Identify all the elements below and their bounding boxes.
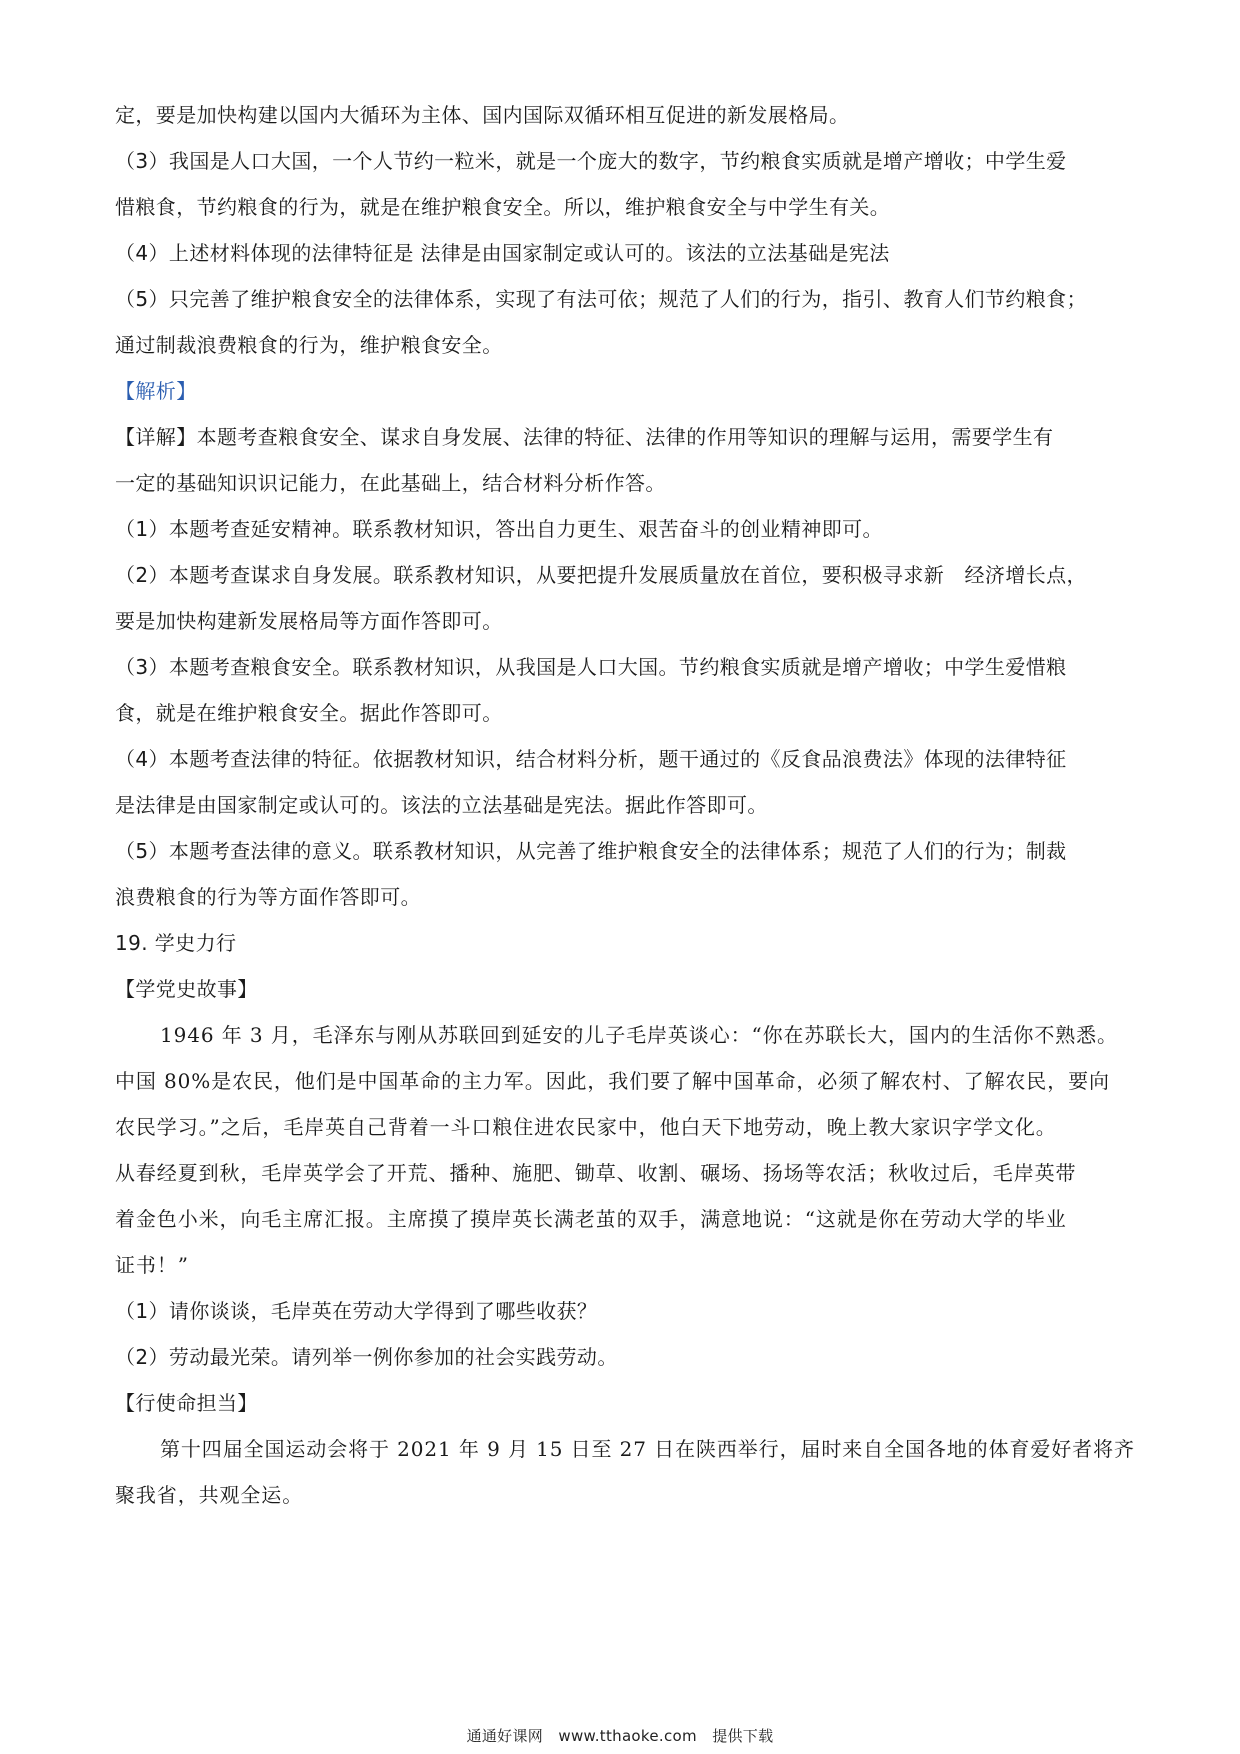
story-line-5: 着金色小米，向毛主席汇报。主席摸了摸岸英长满老茧的双手，满意地说：“这就是你在劳动大学的毕业 bbox=[115, 1207, 1067, 1231]
detail-item-3-line-2: 食，就是在维护粮食安全。据此作答即可。 bbox=[115, 701, 503, 725]
story-line-2: 中国 80%是农民，他们是中国革命的主力军。因此，我们要了解中国革命，必须了解农村、了解农民，要向 bbox=[115, 1069, 1110, 1093]
question-19-1: （1）请你谈谈，毛岸英在劳动大学得到了哪些收获？ bbox=[115, 1299, 598, 1323]
section-heading-party-history: 【学党史故事】 bbox=[115, 977, 258, 1001]
question-19-title: 19. 学史力行 bbox=[115, 931, 237, 955]
story-line-6: 证书！” bbox=[115, 1253, 189, 1277]
question-19-2: （2）劳动最光荣。请列举一例你参加的社会实践劳动。 bbox=[115, 1345, 618, 1369]
answer-4: （4）上述材料体现的法律特征是 法律是由国家制定或认可的。该法的立法基础是宪法 bbox=[115, 241, 890, 265]
detail-item-1: （1）本题考查延安精神。联系教材知识，答出自力更生、艰苦奋斗的创业精神即可。 bbox=[115, 517, 883, 541]
detail-item-2-line-1: （2）本题考查谋求自身发展。联系教材知识，从要把提升发展质量放在首位，要积极寻求新 经济增长点， bbox=[115, 563, 1087, 587]
story-line-1: 1946 年 3 月，毛泽东与刚从苏联回到延安的儿子毛岸英谈心：“你在苏联长大，国内的生活你不熟悉。 bbox=[160, 1023, 1118, 1047]
detail-line-2: 一定的基础知识识记能力，在此基础上，结合材料分析作答。 bbox=[115, 471, 666, 495]
story-line-4: 从春经夏到秋，毛岸英学会了开荒、播种、施肥、锄草、收割、碾场、扬场等农活；秋收过后，毛岸英带 bbox=[115, 1161, 1077, 1185]
answer-3-line-1: （3）我国是人口大国，一个人节约一粒米，就是一个庞大的数字，节约粮食实质就是增产增收；中学生爱 bbox=[115, 149, 1067, 173]
detail-line-1: 【详解】本题考查粮食安全、谋求自身发展、法律的特征、法律的作用等知识的理解与运用，需要学生有 bbox=[115, 425, 1054, 449]
answer-3-line-2: 惜粮食，节约粮食的行为，就是在维护粮食安全。所以，维护粮食安全与中学生有关。 bbox=[115, 195, 891, 219]
detail-item-5-line-1: （5）本题考查法律的意义。联系教材知识，从完善了维护粮食安全的法律体系；规范了人们的行为；制裁 bbox=[115, 839, 1067, 863]
answer-2-continuation: 定，要是加快构建以国内大循环为主体、国内国际双循环相互促进的新发展格局。 bbox=[115, 103, 850, 127]
detail-item-4-line-2: 是法律是由国家制定或认可的。该法的立法基础是宪法。据此作答即可。 bbox=[115, 793, 768, 817]
answer-5-line-1: （5）只完善了维护粮食安全的法律体系，实现了有法可依；规范了人们的行为，指引、教育人们节约粮食； bbox=[115, 287, 1087, 311]
page-footer: 通通好课网 www.tthaoke.com 提供下载 bbox=[466, 1727, 774, 1745]
analysis-heading: 【解析】 bbox=[115, 379, 197, 403]
detail-item-4-line-1: （4）本题考查法律的特征。依据教材知识，结合材料分析，题干通过的《反食品浪费法》体现的法律特征 bbox=[115, 747, 1067, 771]
mission-line-1: 第十四届全国运动会将于 2021 年 9 月 15 日至 27 日在陕西举行，届时来自全国各地的体育爱好者将齐 bbox=[160, 1437, 1135, 1461]
answer-5-line-2: 通过制裁浪费粮食的行为，维护粮食安全。 bbox=[115, 333, 503, 357]
mission-line-2: 聚我省，共观全运。 bbox=[115, 1483, 304, 1507]
story-line-3: 农民学习。”之后，毛岸英自己背着一斗口粮住进农民家中，他白天下地劳动，晚上教大家识字学文化。 bbox=[115, 1115, 1057, 1139]
detail-item-5-line-2: 浪费粮食的行为等方面作答即可。 bbox=[115, 885, 421, 909]
section-heading-mission: 【行使命担当】 bbox=[115, 1391, 258, 1415]
detail-item-3-line-1: （3）本题考查粮食安全。联系教材知识，从我国是人口大国。节约粮食实质就是增产增收；中学生爱惜粮 bbox=[115, 655, 1067, 679]
detail-item-2-line-2: 要是加快构建新发展格局等方面作答即可。 bbox=[115, 609, 503, 633]
